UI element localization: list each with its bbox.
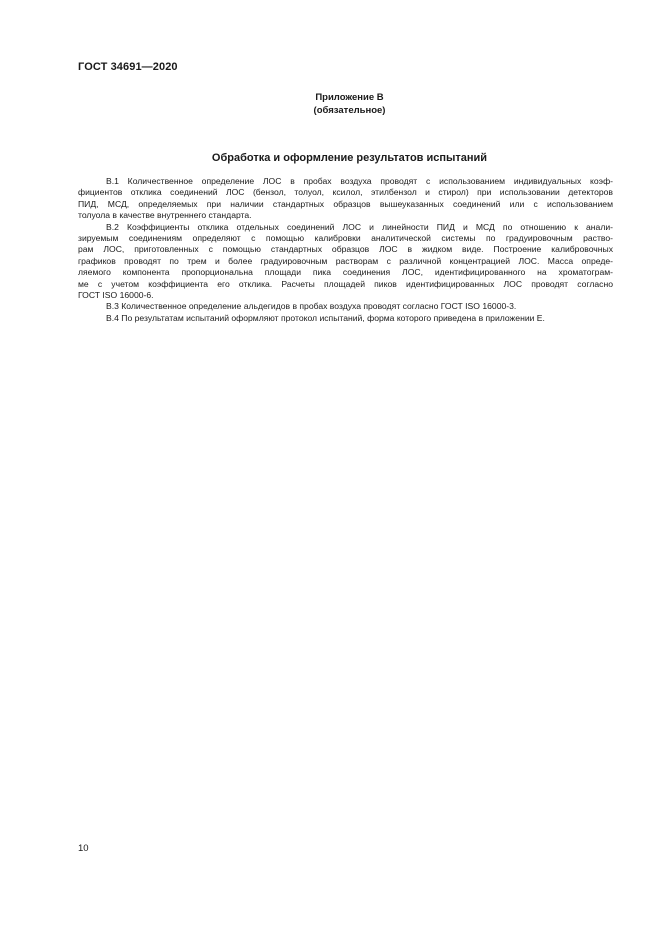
text-line: В.2 Коэффициенты отклика отдельных соединений ЛОС и линейности ПИД и МСД по отношению к анали- [106, 221, 613, 232]
annex-status: (обязательное) [313, 104, 386, 116]
standard-code: ГОСТ 34691—2020 [78, 61, 178, 73]
page-number: 10 [78, 843, 89, 854]
text-line: В.1 Количественное определение ЛОС в пробах воздуха проводят с использованием индивидуальных коэф- [106, 176, 613, 186]
text-line: рам ЛОС, приготовленных с помощью стандартных образцов ЛОС в жидком виде. Построение калибровочных [78, 244, 613, 255]
paragraph-b4 [78, 313, 613, 324]
text-line: зируемым соединениям определяют с помощью калибровки аналитической системы по градуировочным раство- [78, 233, 613, 244]
paragraph-b2 [78, 222, 613, 302]
text-line: фициентов отклика соединений ЛОС (бензол, толуол, ксилол, этилбензол и стирол) при использовании детекторов [78, 187, 613, 198]
section-heading [0, 152, 661, 164]
text-line: В.4 По результатам испытаний оформляют протокол испытаний, форма которого приведена в приложении Е. [106, 312, 545, 323]
section-title: Обработка и оформление результатов испытаний [211, 152, 488, 164]
body-text [78, 176, 613, 324]
paragraph-b1 [78, 176, 613, 222]
annex-heading [0, 92, 661, 117]
text-line: толуола в качестве внутреннего стандарта. [78, 210, 252, 221]
text-line: ме с учетом коэффициента его отклика. Расчеты площадей пиков идентифицированных ЛОС проводят согласно [78, 278, 613, 289]
annex-title: Приложение В [315, 92, 384, 103]
paragraph-b3 [78, 301, 613, 312]
text-line: ГОСТ ISO 16000-6. [78, 290, 154, 301]
text-line: ПИД, МСД, определяемых при наличии стандартных образцов вышеуказанных соединений или с использованием [78, 198, 613, 209]
text-line: В.3 Количественное определение альдегидов в пробах воздуха проводят согласно ГОСТ ISO 16000-3. [106, 301, 517, 312]
text-line: графиков проводят по трем и более градуировочным растворам с различной концентрацией ЛОС. Масса опреде- [78, 255, 613, 266]
text-line: ляемого компонента пропорциональна площади пика соединения ЛОС, идентифицированного на хроматограм- [78, 267, 613, 278]
